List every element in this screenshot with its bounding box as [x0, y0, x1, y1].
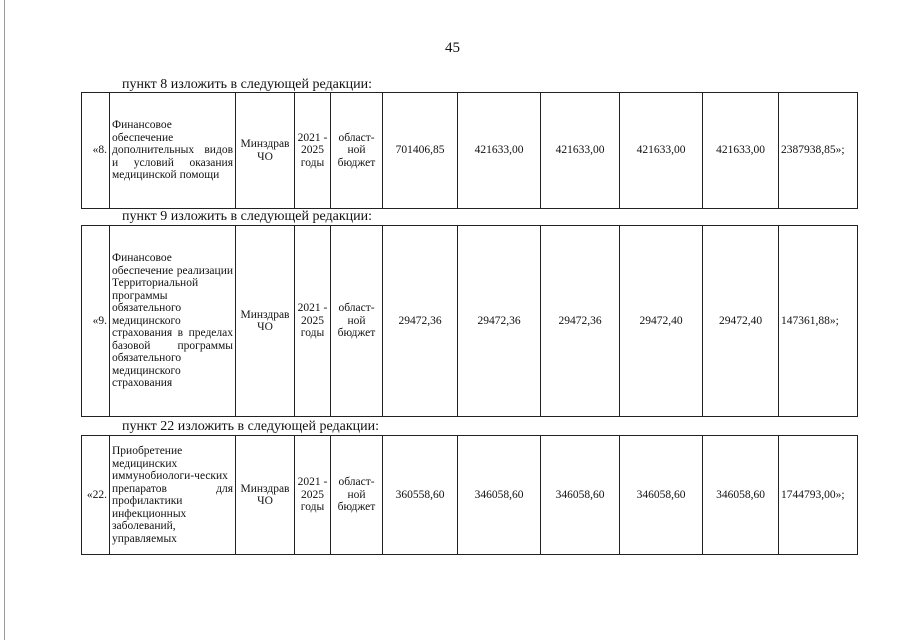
- item-number: «9.: [82, 226, 110, 417]
- item-name: Приобретение медицинских иммунобиологи-ческих препаратов для профилактики инфекционных заболеваний, управляемых: [110, 436, 236, 555]
- year-value-cell: 346058,60: [703, 436, 779, 555]
- year-value-cell: 29472,40: [703, 226, 779, 417]
- year-value-cell: 701406,85: [383, 93, 458, 209]
- total-cell: 147361,88»;: [779, 226, 858, 417]
- item-number: «8.: [82, 93, 110, 209]
- period-cell: 2021 - 2025 годы: [295, 436, 331, 555]
- budget-table-row: [81, 435, 858, 555]
- year-value-cell: 346058,60: [620, 436, 703, 555]
- section-intro: пункт 8 изложить в следующей редакции:: [122, 77, 372, 92]
- year-value-cell: 29472,36: [458, 226, 541, 417]
- year-value-cell: 421633,00: [703, 93, 779, 209]
- year-value-cell: 421633,00: [541, 93, 620, 209]
- period-cell: 2021 - 2025 годы: [295, 93, 331, 209]
- executor-cell: Минздрав ЧО: [236, 93, 295, 209]
- section-intro: пункт 22 изложить в следующей редакции:: [122, 419, 379, 434]
- item-name: Финансовое обеспечение дополнительных видов и условий оказания медицинской помощи: [110, 93, 236, 209]
- budget-table-row: [81, 225, 858, 417]
- year-value-cell: 421633,00: [458, 93, 541, 209]
- scan-edge-line: [4, 0, 5, 640]
- year-value-cell: 346058,60: [458, 436, 541, 555]
- year-value-cell: 360558,60: [383, 436, 458, 555]
- source-cell: област-ной бюджет: [331, 436, 383, 555]
- year-value-cell: 421633,00: [620, 93, 703, 209]
- source-cell: област-ной бюджет: [331, 226, 383, 417]
- period-cell: 2021 - 2025 годы: [295, 226, 331, 417]
- year-value-cell: 29472,36: [383, 226, 458, 417]
- executor-cell: Минздрав ЧО: [236, 436, 295, 555]
- item-name: Финансовое обеспечение реализации Территориальной программы обязательного медицинского страхования в пределах базовой программы обязательного медицинского страхования: [110, 226, 236, 417]
- executor-cell: Минздрав ЧО: [236, 226, 295, 417]
- source-cell: област-ной бюджет: [331, 93, 383, 209]
- total-cell: 1744793,00»;: [779, 436, 858, 555]
- section-intro: пункт 9 изложить в следующей редакции:: [122, 209, 372, 224]
- page-number: 45: [445, 40, 460, 56]
- budget-table-row: [81, 92, 858, 209]
- year-value-cell: 29472,40: [620, 226, 703, 417]
- year-value-cell: 29472,36: [541, 226, 620, 417]
- year-value-cell: 346058,60: [541, 436, 620, 555]
- item-number: «22.: [82, 436, 110, 555]
- total-cell: 2387938,85»;: [779, 93, 858, 209]
